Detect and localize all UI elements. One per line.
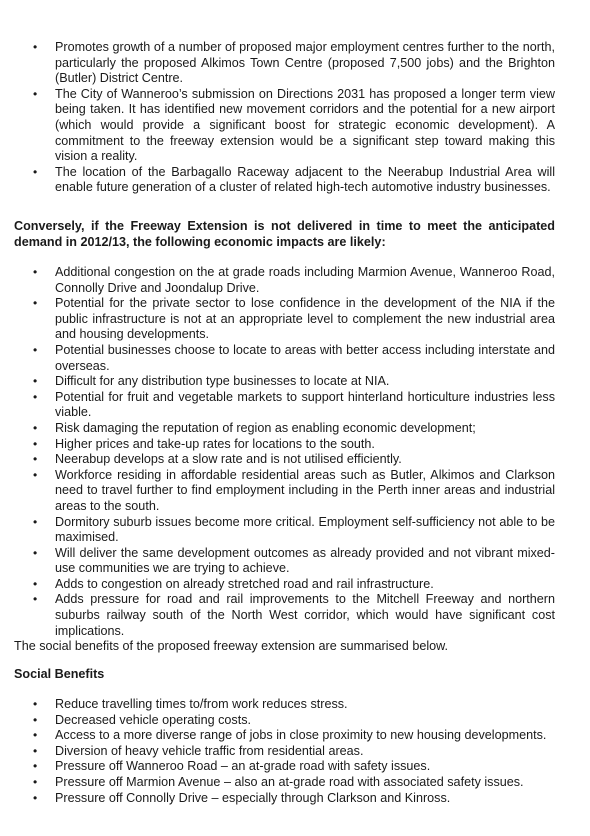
bullet-icon: •: [33, 296, 38, 311]
social-benefits-heading: Social Benefits: [14, 667, 105, 681]
bullet-icon: •: [33, 452, 38, 467]
list-item: [33, 791, 555, 807]
list-item-text: Decreased vehicle operating costs.: [55, 712, 252, 727]
list-item: [33, 165, 555, 196]
list-item-text: Pressure off Connolly Drive – especially through Clarkson and Kinross.: [55, 790, 451, 805]
economic-impacts-heading: Conversely, if the Freeway Extension is not delivered in time to meet the anticipated demand in 2012/13, the following economic impacts are likely:: [14, 219, 555, 249]
list-item-text: Adds pressure for road and rail improvements to the Mitchell Freeway and northern suburbs railway south of the North West corridor, which would have significant cost implications.: [55, 592, 555, 638]
list-item: [33, 775, 555, 791]
list-item: [33, 374, 555, 390]
list-item: [33, 546, 555, 577]
list-item-text: Pressure off Wanneroo Road – an at-grade road with safety issues.: [55, 759, 431, 774]
list-item-text: Higher prices and take-up rates for locations to the south.: [55, 436, 375, 451]
list-item-text: Neerabup develops at a slow rate and is not utilised efficiently.: [55, 452, 402, 467]
bullet-icon: •: [33, 265, 38, 279]
list-item: [33, 390, 555, 421]
bullet-icon: •: [33, 420, 38, 435]
list-item: [33, 437, 555, 453]
list-item-text: The location of the Barbagallo Raceway adjacent to the Neerabup Industrial Area will enable future generation of a cluster of related high-tech automotive industry businesses.: [55, 164, 555, 195]
list-item-text: Workforce residing in affordable residential areas such as Butler, Alkimos and Clarkson need to travel further to find employment including in the Perth inner areas and industrial areas to the south.: [55, 467, 555, 513]
economic-benefits-list: [33, 40, 555, 196]
bullet-icon: •: [33, 576, 38, 591]
list-item: [33, 265, 555, 296]
list-item: [33, 87, 555, 165]
bullet-icon: •: [33, 545, 38, 560]
list-item: [33, 452, 555, 468]
list-item: [33, 343, 555, 374]
bullet-icon: •: [33, 712, 38, 727]
bullet-icon: •: [33, 592, 38, 607]
list-item-text: Difficult for any distribution type businesses to locate at NIA.: [55, 374, 390, 389]
list-item: [33, 577, 555, 593]
bullet-icon: •: [33, 759, 38, 774]
bullet-icon: •: [33, 342, 38, 357]
bullet-icon: •: [33, 40, 38, 54]
list-item-text: Access to a more diverse range of jobs in close proximity to new housing developments.: [55, 728, 547, 743]
bullet-icon: •: [33, 436, 38, 451]
list-item-text: Will deliver the same development outcomes as already provided and not vibrant mixed-use communities we are trying to achieve.: [55, 545, 555, 576]
bullet-icon: •: [33, 467, 38, 482]
list-item: [33, 713, 555, 729]
social-benefits-intro: The social benefits of the proposed freeway extension are summarised below.: [14, 639, 449, 653]
list-item-text: Adds to congestion on already stretched road and rail infrastructure.: [55, 576, 434, 591]
list-item-text: Risk damaging the reputation of region as enabling economic development;: [55, 420, 476, 435]
list-item-text: Pressure off Marmion Avenue – also an at-grade road with associated safety issues.: [55, 774, 524, 789]
bullet-icon: •: [33, 374, 38, 389]
bullet-icon: •: [33, 728, 38, 743]
list-item-text: The City of Wanneroo’s submission on Directions 2031 has proposed a longer term view being taken. It has identified new movement corridors and the potential for a new airport (which would provide a significant boost for strategic economic development). A commitment to the freeway extension would be a significant step toward making this vision a reality.: [55, 86, 555, 164]
list-item-text: Promotes growth of a number of proposed major employment centres further to the north, particularly the proposed Alkimos Town Centre (proposed 7,500 jobs) and the Brighton (Butler) District Centre.: [55, 40, 555, 86]
list-item-text: Potential for the private sector to lose confidence in the development of the NIA if the public infrastructure is not at an appropriate level to complement the new industrial area and housing developments.: [55, 296, 555, 342]
list-item-text: Additional congestion on the at grade roads including Marmion Avenue, Wanneroo Road, Connolly Drive and Joondalup Drive.: [55, 265, 555, 295]
list-item: [33, 592, 555, 639]
list-item-text: Reduce travelling times to/from work reduces stress.: [55, 697, 348, 711]
list-item: [33, 40, 555, 87]
list-item: [33, 728, 555, 744]
bullet-icon: •: [33, 164, 38, 179]
list-item: [33, 296, 555, 343]
bullet-icon: •: [33, 774, 38, 789]
list-item: [33, 515, 555, 546]
economic-impacts-list: [33, 265, 555, 639]
list-item: [33, 744, 555, 760]
list-item: [33, 421, 555, 437]
bullet-icon: •: [33, 697, 38, 711]
bullet-icon: •: [33, 514, 38, 529]
list-item: [33, 468, 555, 515]
bullet-icon: •: [33, 790, 38, 805]
list-item-text: Potential for fruit and vegetable markets to support hinterland horticulture industries less viable.: [55, 389, 555, 420]
bullet-icon: •: [33, 389, 38, 404]
bullet-icon: •: [33, 86, 38, 101]
list-item: [33, 759, 555, 775]
social-benefits-list: [33, 697, 555, 806]
list-item-text: Dormitory suburb issues become more critical. Employment self-sufficiency not able to be maximised.: [55, 514, 555, 545]
list-item: [33, 697, 555, 713]
list-item-text: Potential businesses choose to locate to areas with better access including interstate and overseas.: [55, 342, 555, 373]
list-item-text: Diversion of heavy vehicle traffic from residential areas.: [55, 743, 364, 758]
bullet-icon: •: [33, 743, 38, 758]
